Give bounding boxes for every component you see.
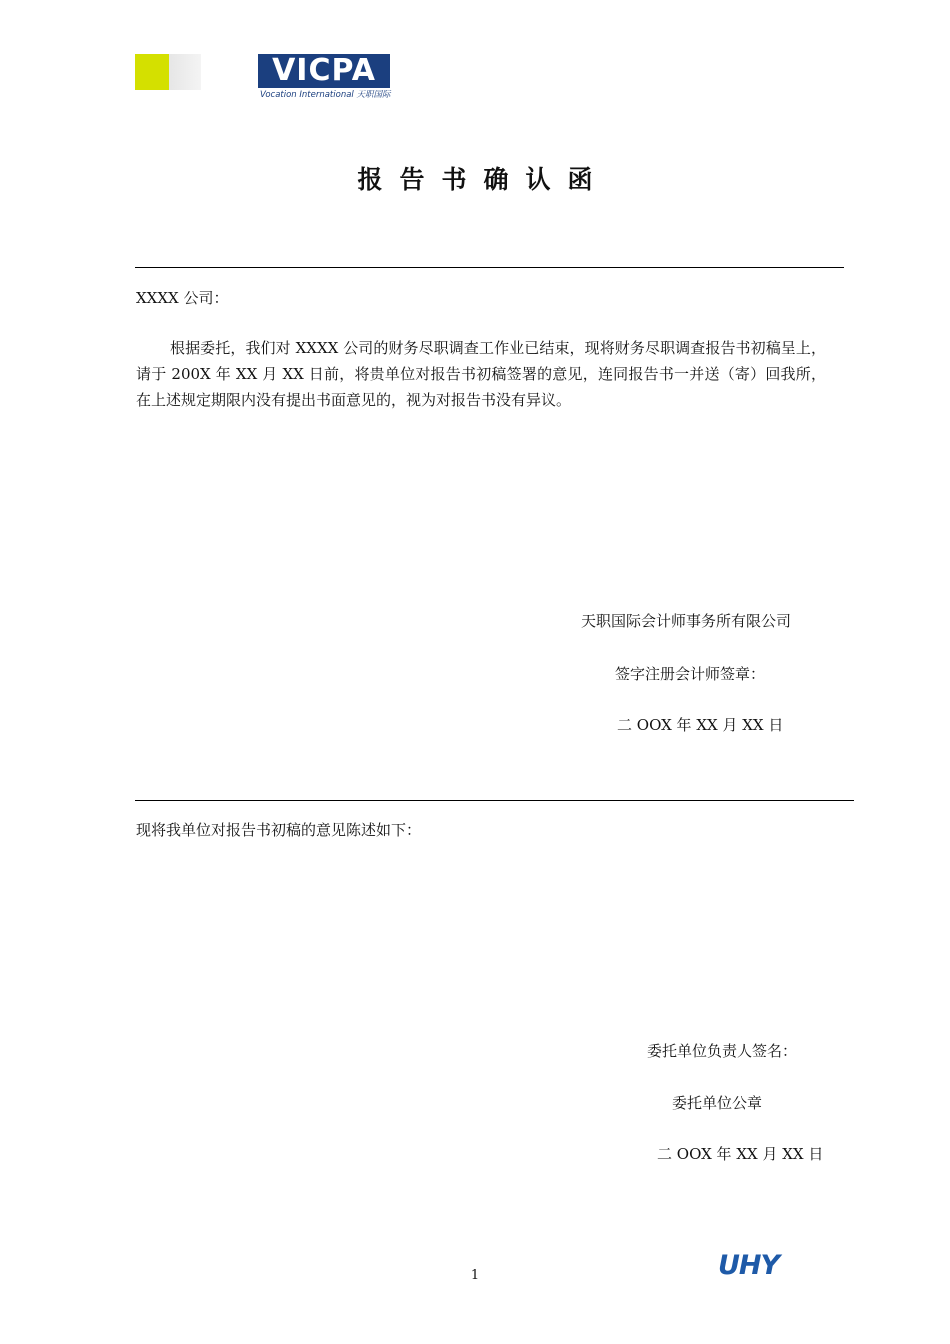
vicpa-logo-text: VICPA — [258, 54, 390, 88]
addressee: XXXX 公司： — [136, 289, 229, 307]
vicpa-logo-subtitle: Vocation International 天职国际 — [260, 90, 391, 100]
client-responsible-signature-label: 委托单位负责人签名： — [647, 1042, 798, 1060]
document-title: 报告书确认函 — [357, 165, 610, 194]
client-date: 二 OOX 年 XX 月 XX 日 — [657, 1145, 824, 1163]
client-seal-label: 委托单位公章 — [672, 1094, 763, 1112]
logo-green-block — [135, 54, 169, 90]
divider-bottom — [135, 800, 854, 801]
cpa-signature-label: 签字注册会计师签章： — [615, 665, 766, 683]
page-number: 1 — [470, 1268, 480, 1283]
body-paragraph: 根据委托，我们对 XXXX 公司的财务尽职调查工作业已结束，现将财务尽职调查报告书初稿呈上，请于 200X 年 XX 月 XX 日前，将贵单位对报告书初稿签署的意见，连同报告书一并送（寄）回我所，在上述规定期限内没有提出书面意见的，视为对报告书没有异议。 — [136, 339, 826, 409]
logo-grey-block — [169, 54, 201, 90]
divider-top — [135, 267, 844, 268]
client-opinion-intro: 现将我单位对报告书初稿的意见陈述如下： — [136, 821, 422, 839]
uhy-logo: UHY — [718, 1250, 780, 1281]
vicpa-logo — [258, 54, 390, 100]
firm-date: 二 OOX 年 XX 月 XX 日 — [617, 716, 784, 734]
firm-name: 天职国际会计师事务所有限公司 — [581, 612, 792, 630]
